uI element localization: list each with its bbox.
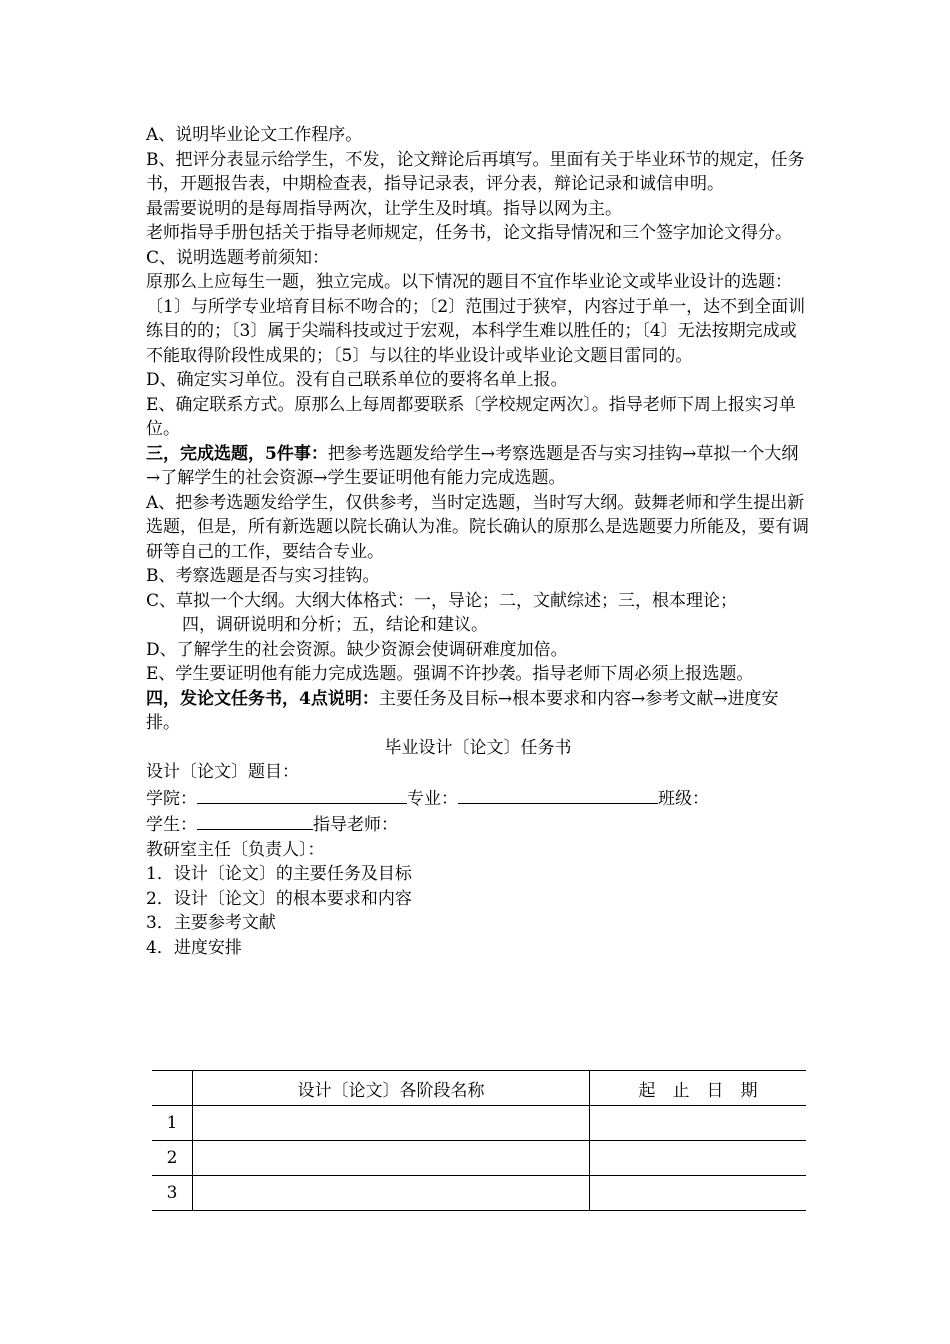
section-3-heading: 三，完成选题，5件事： [146, 443, 328, 464]
student-label: 学生： [146, 815, 197, 835]
section-3 [146, 442, 810, 491]
table-header-dates: 起 止 日 期 [590, 1071, 807, 1106]
paragraph-b3: B、考察选题是否与实习挂钩。 [146, 566, 380, 586]
table-cell-stage[interactable] [193, 1106, 590, 1141]
form-title: 毕业设计〔论文〕任务书 [384, 737, 572, 758]
paragraph-e3: E、学生要证明他有能力完成选题。强调不许抄袭。指导老师下周必须上报选题。 [146, 664, 754, 684]
schedule-table [152, 1070, 806, 1211]
table-cell-stage[interactable] [193, 1176, 590, 1211]
major-label: 专业： [407, 788, 458, 809]
table-cell-dates[interactable] [590, 1106, 807, 1141]
form-item-1: 1．设计〔论文〕的主要任务及目标 [146, 864, 412, 884]
form-topic-label: 设计〔论文〕题目： [146, 762, 299, 782]
table-cell-dates[interactable] [590, 1176, 807, 1211]
section-3-body: 把参考选题发给学生→考察选题是否与实习挂钩→草拟一个大纲→了解学生的社会资源→学生要证明他有能力完成选题。 [146, 443, 799, 488]
section-4 [146, 687, 810, 736]
paragraph-note2: 老师指导手册包括关于指导老师规定，任务书，论文指导情况和三个签字加论文得分。 [146, 223, 792, 243]
form-director-label: 教研室主任〔负责人〕： [146, 839, 325, 860]
paragraph-d1: D、确定实习单位。没有自己联系单位的要将名单上报。 [146, 370, 568, 390]
table-cell-index: 1 [152, 1106, 193, 1141]
form-item-2: 2．设计〔论文〕的根本要求和内容 [146, 888, 412, 909]
table-cell-stage[interactable] [193, 1141, 590, 1176]
student-blank-line[interactable] [197, 811, 313, 830]
section-4-heading: 四，发论文任务书，4点说明： [146, 688, 379, 709]
table-cell-index: 3 [152, 1176, 193, 1211]
section-4-body: 主要任务及目标→根本要求和内容→参考文献→进度安排。 [146, 688, 779, 733]
paragraph-a1: A、说明毕业论文工作程序。 [146, 125, 363, 145]
form-college-row [146, 785, 810, 812]
table-row [152, 1176, 806, 1211]
table-header-stage: 设计〔论文〕各阶段名称 [193, 1071, 590, 1106]
paragraph-a3: A、把参考选题发给学生，仅供参考，当时定选题，当时写大纲。鼓舞老师和学生提出新选题，但是，所有新选题以院长确认为准。院长确认的原那么是选题要力所能及，要有调研等自己的工作，要结合专业。 [146, 492, 809, 562]
paragraph-note1: 最需要说明的是每周指导两次，让学生及时填。指导以网为主。 [146, 198, 622, 219]
paragraph-c3-line1: C、草拟一个大纲。大纲大体格式：一，导论；二，文献综述；三，根本理论； [146, 590, 738, 611]
paragraph-c1-body: 原那么上应每生一题，独立完成。以下情况的题目不宜作毕业论文或毕业设计的选题：〔1〕与所学专业培育目标不吻合的；〔2〕范围过于狭窄，内容过于单一，达不到全面训练目的的；〔3〕属于尖端科技或过于宏观，本科学生难以胜任的；〔4〕无法按期完成或不能取得阶段性成果的；〔5〕与以往的毕业设计或毕业论文题目雷同的。 [146, 272, 806, 366]
table-cell-index: 2 [152, 1141, 193, 1176]
table-cell-dates[interactable] [590, 1141, 807, 1176]
form-item-4: 4．进度安排 [146, 937, 242, 958]
college-label: 学院： [146, 788, 197, 809]
advisor-label: 指导老师： [313, 815, 398, 835]
table-header-index [152, 1071, 193, 1106]
paragraph-c1: C、说明选题考前须知： [146, 247, 330, 268]
table-header-row [152, 1071, 806, 1106]
document-body [146, 123, 810, 960]
form-item-3: 3．主要参考文献 [146, 913, 276, 933]
paragraph-d3: D、了解学生的社会资源。缺少资源会使调研难度加倍。 [146, 639, 568, 660]
table-row [152, 1106, 806, 1141]
paragraph-c3-line2: 四，调研说明和分析；五，结论和建议。 [182, 615, 488, 635]
paragraph-e1: E、确定联系方式。原那么上每周都要联系〔学校规定两次〕。指导老师下周上报实习单位。 [146, 394, 796, 439]
major-blank-line[interactable] [458, 785, 658, 804]
form-student-row [146, 811, 810, 838]
class-label: 班级： [658, 788, 709, 809]
paragraph-b1: B、把评分表显示给学生，不发，论文辩论后再填写。里面有关于毕业环节的规定，任务书，开题报告表，中期检查表，指导记录表，评分表，辩论记录和诚信申明。 [146, 149, 805, 194]
college-blank-line[interactable] [197, 785, 407, 804]
table-row [152, 1141, 806, 1176]
